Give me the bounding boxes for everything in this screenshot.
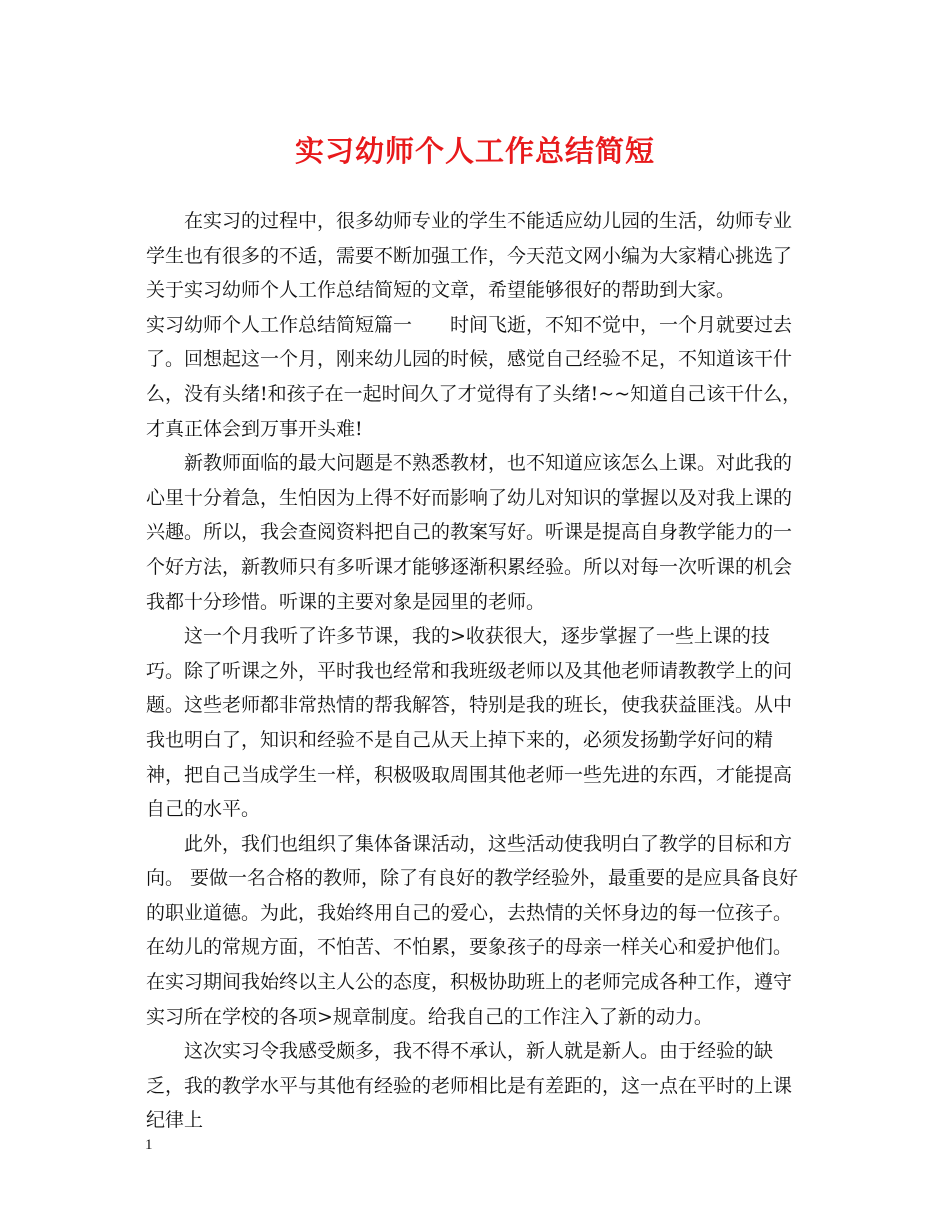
paragraph-group-lesson-planning: 此外，我们也组织了集体备课活动，这些活动使我明白了教学的目标和方向。 要做一名合格的教师，除了有良好的教学经验外，最重要的是应具备良好的职业道德。为此，我始终用自己的爱心，去热情的关怀身边的每一位孩子。在幼儿的常规方面，不怕苦、不怕累，要象孩子的母亲一样关心和爱护他们。在实习期间我始终以主人公的态度，积极协助班上的老师完成各种工作，遵守实习所在学校的各项>规章制度。给我自己的工作注入了新的动力。 bbox=[146, 832, 799, 1028]
page-number: 1 bbox=[145, 1137, 153, 1153]
document-title: 实习幼师个人工作总结简短 bbox=[294, 134, 655, 168]
paragraph-intro: 在实习的过程中，很多幼师专业的学生不能适应幼儿园的生活，幼师专业学生也有很多的不适，需要不断加强工作，今天范文网小编为大家精心挑选了关于实习幼师个人工作总结简短的文章，希望能够很好的帮助到大家。 bbox=[146, 210, 793, 302]
paragraph-section-one: 实习幼师个人工作总结简短篇一 时间飞逝，不知不觉中，一个月就要过去了。回想起这一个月，刚来幼儿园的时候，感觉自己经验不足，不知道该干什么，没有头绪!和孩子在一起时间久了才觉得有了头绪!~~知道自己该干什么，才真正体会到万事开头难! bbox=[146, 313, 802, 440]
paragraph-new-teacher: 新教师面临的最大问题是不熟悉教材，也不知道应该怎么上课。对此我的心里十分着急，生怕因为上得不好而影响了幼儿对知识的掌握以及对我上课的兴趣。所以，我会查阅资料把自己的教案写好。听课是提高自身教学能力的一个好方法，新教师只有多听课才能够逐渐积累经验。所以对每一次听课的机会我都十分珍惜。听课的主要对象是园里的老师。 bbox=[146, 452, 793, 613]
paragraph-listening-classes: 这一个月我听了许多节课，我的>收获很大，逐步掌握了一些上课的技巧。除了听课之外，平时我也经常和我班级老师以及其他老师请教教学上的问题。这些老师都非常热情的帮我解答，特别是我的班长，使我获益匪浅。从中我也明白了，知识和经验不是自己从天上掉下来的，必须发扬勤学好问的精神，把自己当成学生一样，积极吸取周围其他老师一些先进的东西，才能提高自己的水平。 bbox=[146, 625, 793, 821]
paragraph-reflection: 这次实习令我感受颇多，我不得不承认，新人就是新人。由于经验的缺乏，我的教学水平与其他有经验的老师相比是有差距的，这一点在平时的上课纪律上 bbox=[146, 1040, 793, 1132]
document-body bbox=[146, 204, 806, 1138]
